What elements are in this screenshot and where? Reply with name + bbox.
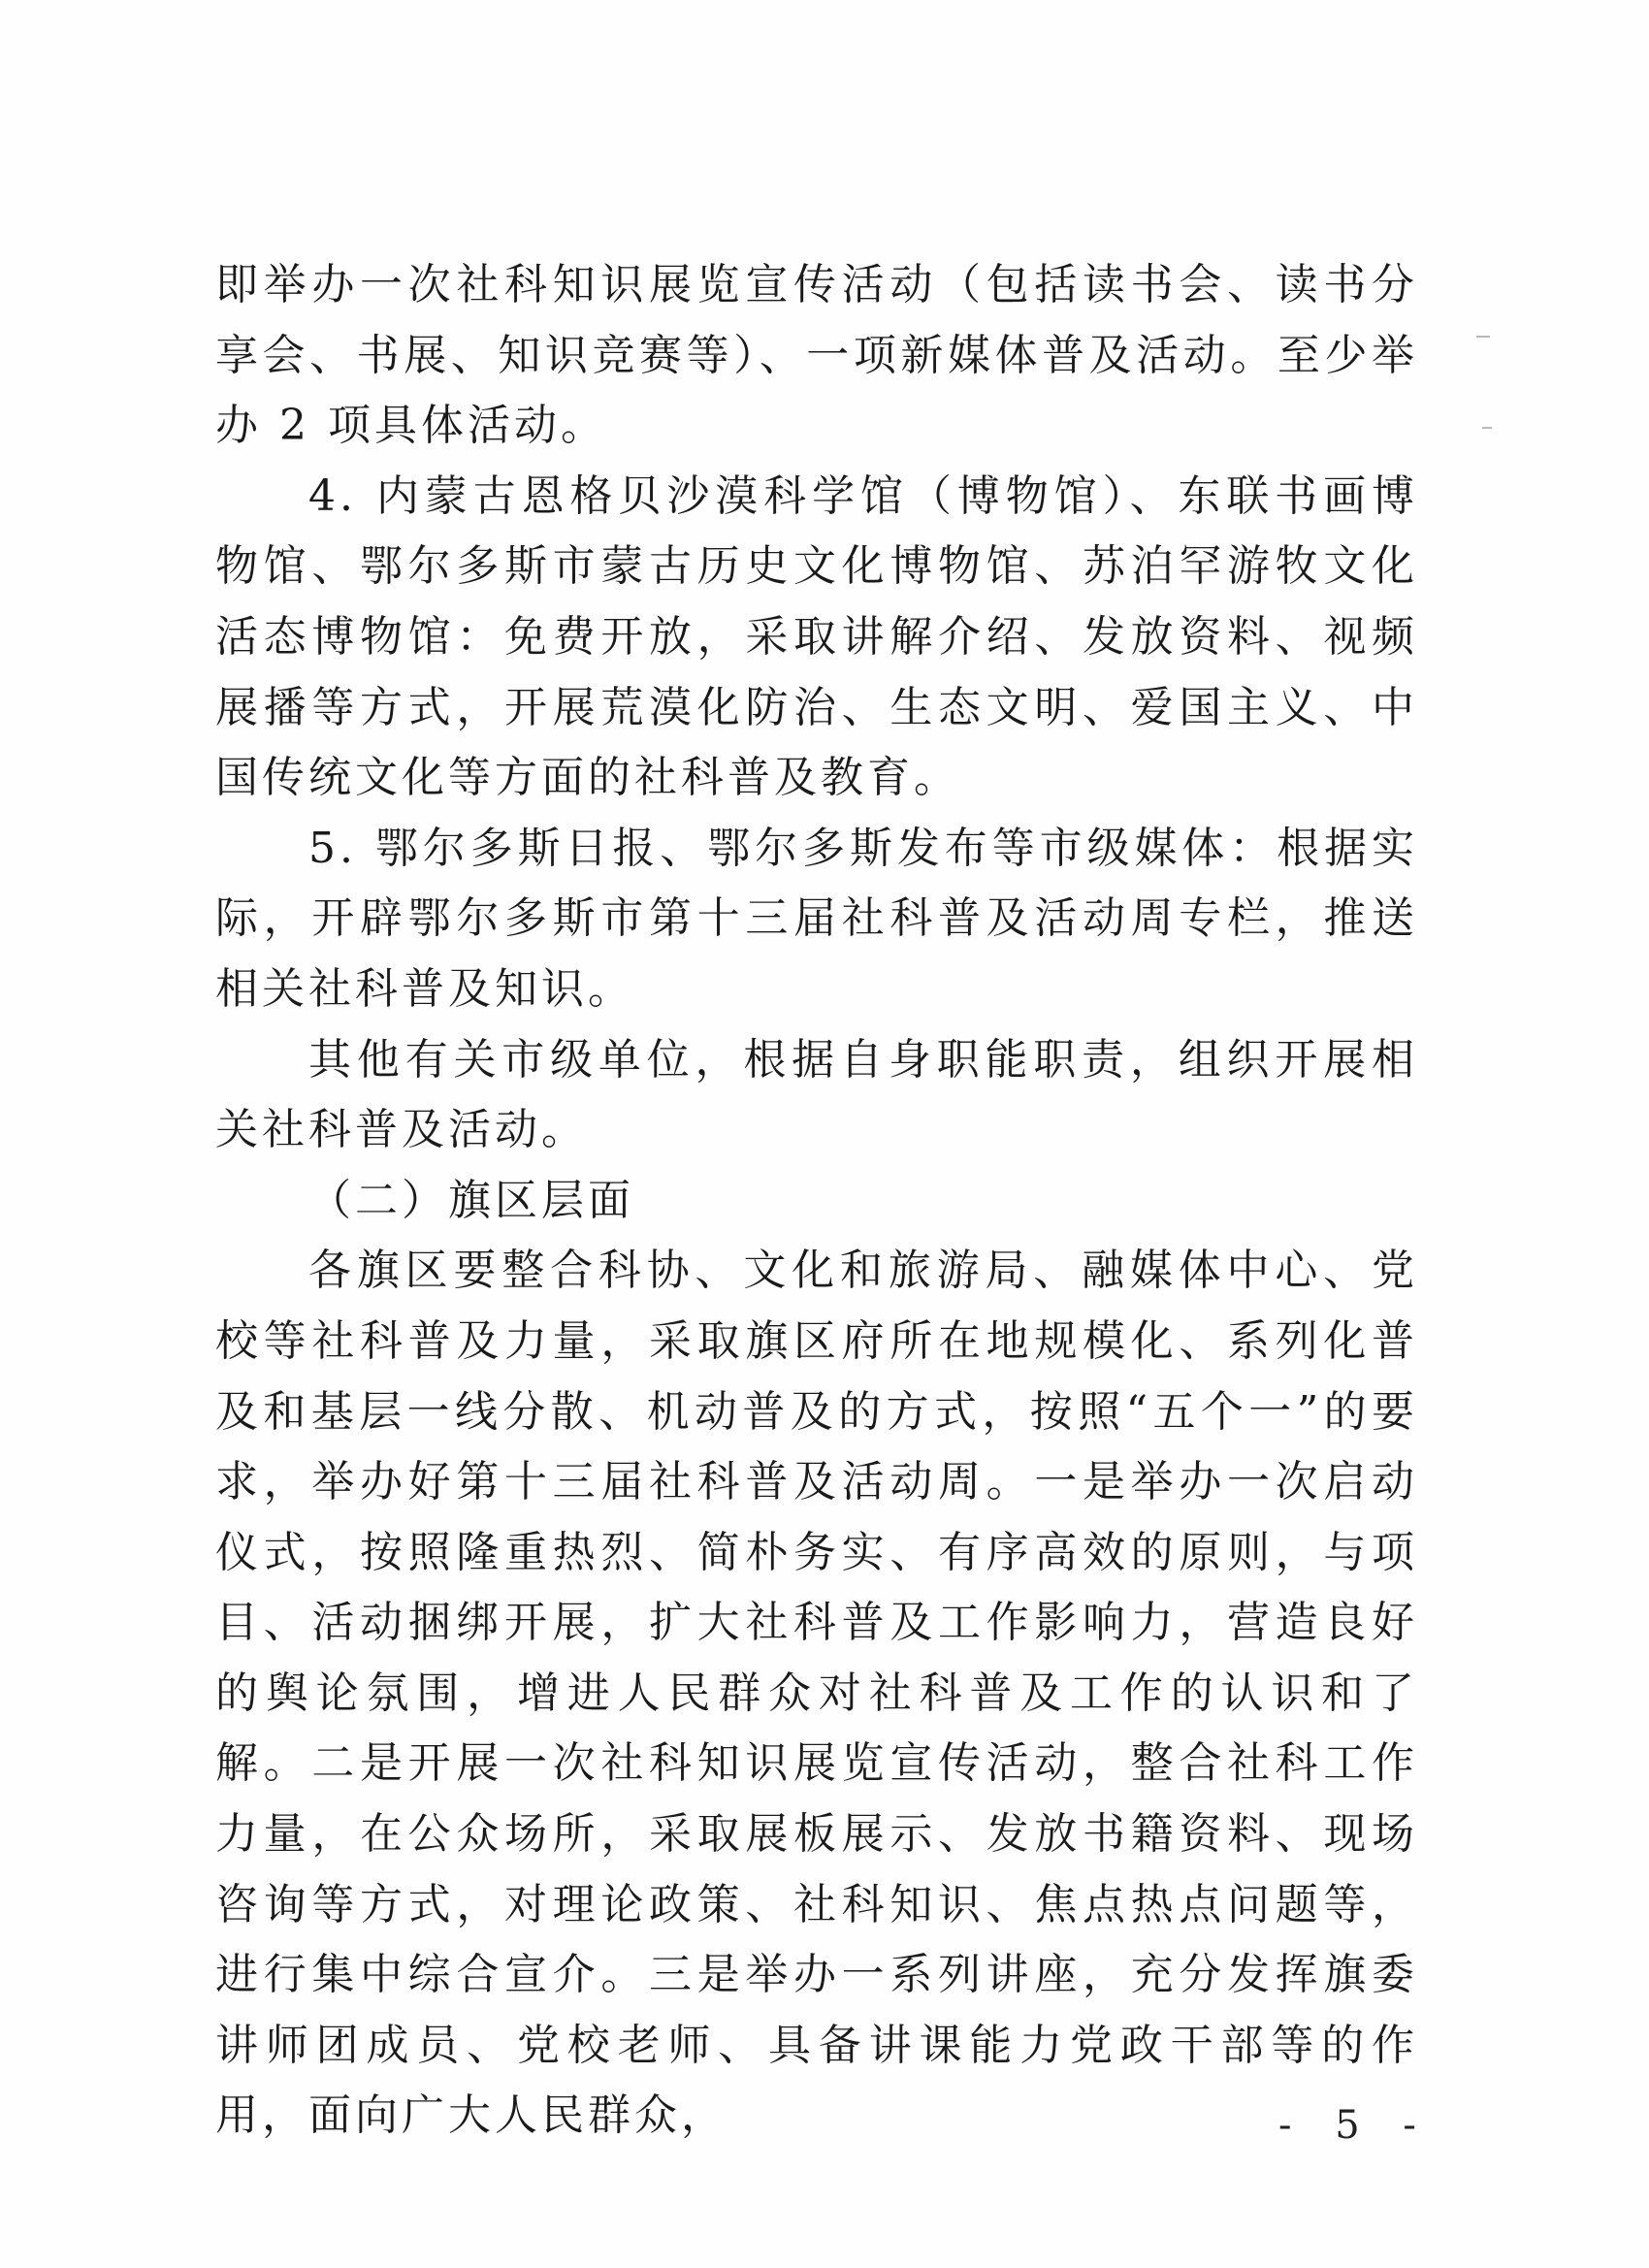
- scan-artifact: [1476, 336, 1490, 338]
- section-paragraph: 各旗区要整合科协、文化和旅游局、融媒体中心、党校等社科普及力量，采取旗区府所在地规模化、系列化普及和基层一线分散、机动普及的方式，按照“五个一”的要求，举办好第十三届社科普及活动周。一是举办一次启动仪式，按照隆重热烈、简朴务实、有序高效的原则，与项目、活动捆绑开展，扩大社科普及工作影响力，营造良好的舆论氛围，增进人民群众对社科普及工作的认识和了解。二是开展一次社科知识展览宣传活动，整合社科工作力量，在公众场所，采取展板展示、发放书籍资料、现场咨询等方式，对理论政策、社科知识、焦点热点问题等，进行集中综合宣介。三是举办一系列讲座，充分发挥旗委讲师团成员、党校老师、具备讲课能力党政干部等的作用，面向广大人民群众，: [215, 1246, 1418, 2141]
- paragraph-item-4: 4. 内蒙古恩格贝沙漠科学馆（博物馆）、东联书画博物馆、鄂尔多斯市蒙古历史文化博物馆、苏泊罕游牧文化活态博物馆：免费开放，采取讲解介绍、发放资料、视频展播等方式，开展荒漠化防治、生态文明、爱国主义、中国传统文化等方面的社科普及教育。: [215, 470, 1418, 803]
- scan-artifact: [1482, 427, 1492, 429]
- page-number: - 5 -: [1278, 2103, 1432, 2148]
- paragraph-continued: 即举办一次社科知识展览宣传活动（包括读书会、读书分享会、书展、知识竞赛等）、一项新媒体普及活动。至少举办 2 项具体活动。: [215, 260, 1418, 451]
- paragraph-item-5: 5. 鄂尔多斯日报、鄂尔多斯发布等市级媒体：根据实际，开辟鄂尔多斯市第十三届社科普及活动周专栏，推送相关社科普及知识。: [215, 823, 1418, 1014]
- document-body: [215, 250, 1418, 2152]
- section-heading: （二）旗区层面: [308, 1175, 634, 1225]
- paragraph-other-units: 其他有关市级单位，根据自身职能职责，组织开展相关社科普及活动。: [215, 1034, 1418, 1155]
